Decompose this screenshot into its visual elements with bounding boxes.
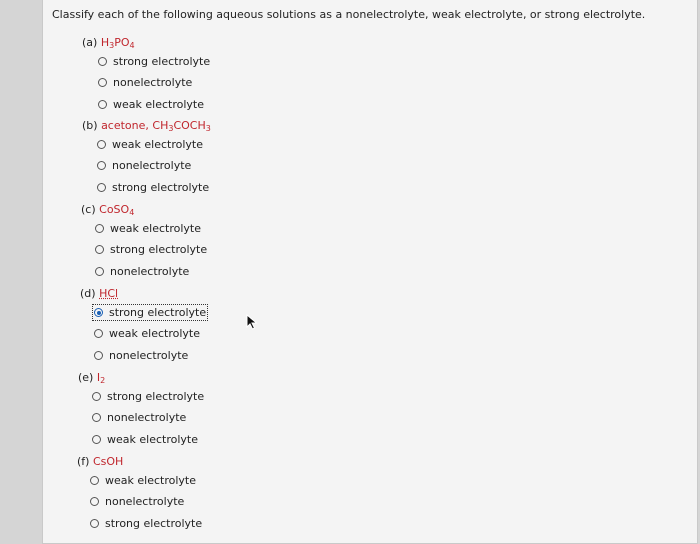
- part-prefix: (e): [78, 371, 97, 384]
- radio-option-weak-electrolyte[interactable]: [92, 433, 198, 446]
- option-label: nonelectrolyte: [105, 495, 185, 508]
- formula-part: PO: [114, 36, 130, 49]
- compound-formula: [99, 203, 134, 216]
- radio-option-strong-electrolyte[interactable]: [97, 181, 209, 194]
- radio-option-weak-electrolyte[interactable]: [94, 327, 200, 340]
- option-label: strong electrolyte: [110, 243, 208, 256]
- subscript: 4: [129, 208, 135, 217]
- radio-button-icon[interactable]: [98, 57, 107, 66]
- option-label: strong electrolyte: [113, 55, 211, 68]
- option-label: weak electrolyte: [113, 98, 204, 111]
- option-label: weak electrolyte: [105, 474, 196, 487]
- radio-option-weak-electrolyte[interactable]: [98, 98, 204, 111]
- subscript: 3: [168, 124, 174, 133]
- radio-option-nonelectrolyte[interactable]: [90, 495, 184, 508]
- radio-button-icon[interactable]: [97, 183, 106, 192]
- part-prefix: (c): [81, 203, 100, 216]
- subscript: 2: [100, 376, 106, 385]
- part-prefix: (f): [77, 455, 93, 468]
- part-label: [81, 203, 134, 216]
- radio-button-icon[interactable]: [94, 351, 103, 360]
- option-label: weak electrolyte: [112, 138, 203, 151]
- radio-option-nonelectrolyte[interactable]: [95, 265, 189, 278]
- subscript: 3: [109, 41, 115, 50]
- option-label: strong electrolyte: [109, 306, 207, 319]
- option-label: weak electrolyte: [109, 327, 200, 340]
- radio-button-icon[interactable]: [98, 100, 107, 109]
- radio-button-icon[interactable]: [97, 140, 106, 149]
- option-label: nonelectrolyte: [110, 265, 190, 278]
- mouse-cursor-icon: [246, 314, 258, 330]
- part-label: [77, 455, 123, 468]
- option-label: strong electrolyte: [112, 181, 210, 194]
- part-label: [82, 36, 135, 49]
- radio-button-icon[interactable]: [92, 435, 101, 444]
- compound-formula: [101, 119, 211, 132]
- radio-option-nonelectrolyte[interactable]: [92, 411, 186, 424]
- formula-part: COCH: [173, 119, 206, 132]
- compound-formula: [101, 36, 135, 49]
- radio-option-strong-electrolyte[interactable]: [90, 517, 202, 530]
- part-prefix: (d): [80, 287, 100, 300]
- compound-formula: [97, 371, 105, 384]
- formula-part: CsOH: [92, 455, 124, 468]
- question-panel: [42, 0, 698, 544]
- radio-option-nonelectrolyte[interactable]: [94, 349, 188, 362]
- radio-option-nonelectrolyte[interactable]: [97, 159, 191, 172]
- radio-option-strong-electrolyte[interactable]: [95, 243, 207, 256]
- radio-button-icon[interactable]: [90, 519, 99, 528]
- subscript: 4: [129, 41, 135, 50]
- compound-formula: [93, 455, 123, 468]
- radio-button-icon[interactable]: [94, 329, 103, 338]
- radio-option-weak-electrolyte[interactable]: [97, 138, 203, 151]
- formula-part: I: [96, 371, 101, 384]
- part-label: [82, 119, 211, 132]
- radio-option-weak-electrolyte[interactable]: [90, 474, 196, 487]
- radio-button-icon[interactable]: [92, 392, 101, 401]
- part-prefix: (b): [82, 119, 102, 132]
- option-label: weak electrolyte: [110, 222, 201, 235]
- radio-option-nonelectrolyte[interactable]: [98, 76, 192, 89]
- formula-part: CoSO: [99, 203, 130, 216]
- option-label: nonelectrolyte: [109, 349, 189, 362]
- radio-button-icon[interactable]: [92, 413, 101, 422]
- radio-option-strong-electrolyte[interactable]: [92, 390, 204, 403]
- option-label: weak electrolyte: [107, 433, 198, 446]
- radio-button-icon[interactable]: [98, 78, 107, 87]
- radio-button-icon[interactable]: [90, 476, 99, 485]
- question-text: Classify each of the following aqueous solutions as a nonelectrolyte, weak electrolyte, or strong electrolyte.: [52, 8, 646, 21]
- compound-formula: [99, 287, 118, 300]
- radio-button-icon[interactable]: [90, 497, 99, 506]
- option-label: nonelectrolyte: [107, 411, 187, 424]
- radio-button-icon[interactable]: [94, 308, 103, 317]
- subscript: 3: [205, 124, 211, 133]
- formula-part: H: [100, 36, 110, 49]
- radio-button-icon[interactable]: [95, 267, 104, 276]
- formula-part: HCl: [99, 287, 119, 300]
- part-label: [80, 287, 118, 300]
- radio-option-weak-electrolyte[interactable]: [95, 222, 201, 235]
- option-label: nonelectrolyte: [113, 76, 193, 89]
- option-label: nonelectrolyte: [112, 159, 192, 172]
- radio-button-icon[interactable]: [95, 245, 104, 254]
- part-prefix: (a): [82, 36, 101, 49]
- radio-option-strong-electrolyte[interactable]: [98, 55, 210, 68]
- radio-button-icon[interactable]: [95, 224, 104, 233]
- option-label: strong electrolyte: [107, 390, 205, 403]
- formula-part: acetone, CH: [101, 119, 169, 132]
- radio-button-icon[interactable]: [97, 161, 106, 170]
- part-label: [78, 371, 105, 384]
- option-label: strong electrolyte: [105, 517, 203, 530]
- radio-option-strong-electrolyte[interactable]: [94, 306, 206, 319]
